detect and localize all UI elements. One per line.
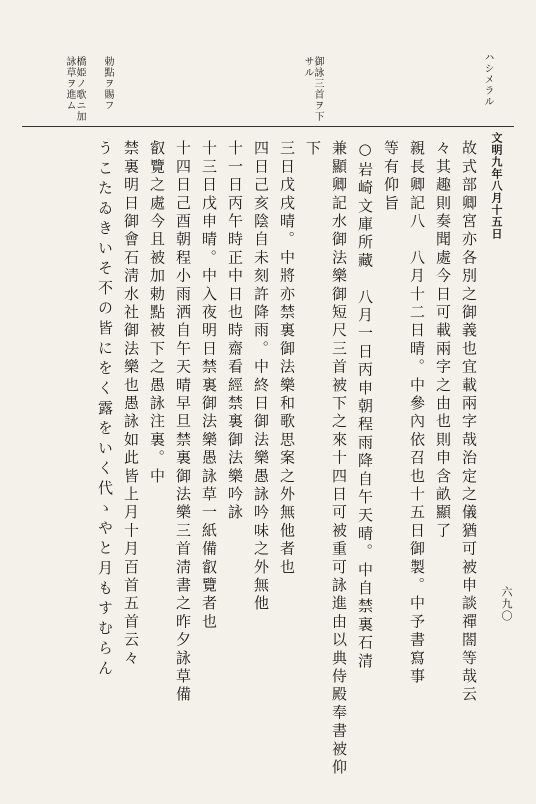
text-column: 叡覽之處今且被加勅點被下之愚詠注裏。中 xyxy=(148,140,166,486)
text-column: 十一日丙午時正中日也時齋看經禁裏御法樂吟詠 xyxy=(226,140,244,523)
text-column: 々其趣則奏聞處今日可載兩字之由也則申含畝顯了 xyxy=(434,140,452,541)
margin-note: 橋姫ノ歌ニ加詠草ヲ進ム xyxy=(64,56,85,122)
text-column: 兼顯卿記水御法樂御短尺三首被下之來十四日可被重可詠進由以典侍殿奉書被仰 xyxy=(330,140,348,777)
date-heading: 文明九年八月十五日 xyxy=(490,132,503,240)
text-column: うこたゐきいそ不の皆にをく露をいく代ゝやと月もすむらん xyxy=(96,140,114,680)
text-column: 三日戊戌晴。中將亦禁裏御法樂和歌思案之外無他者也 xyxy=(278,140,296,577)
text-column: 下 xyxy=(304,140,322,159)
margin-note: 御詠三首ヲ下サル xyxy=(302,56,323,122)
text-column: 禁裏明日御會石淸水社御法樂也愚詠如此皆上月十月百首五首云々 xyxy=(122,140,140,668)
text-column: 親長卿記八 八月十二日晴。中參內依召也十五日御製。中予書寫事 xyxy=(408,140,426,686)
text-column: 十三日戊申晴。中入夜明日禁裏御法樂愚詠草一紙備叡覽者也 xyxy=(200,140,218,632)
text-column: 故式部卿宮亦各別之御義也宜載兩字哉治定之儀猶可被申談禪閤等哉云 xyxy=(460,140,478,705)
header-rule xyxy=(22,126,514,127)
text-column: 四日己亥陰自未刻許降雨。中終日御法樂愚詠吟味之外無他 xyxy=(252,140,270,614)
text-column: 十四日己酉朝程小雨洒自午天晴早旦禁裏御法樂三首淸書之昨夕詠草備 xyxy=(174,140,192,705)
text-column: ○岩崎文庫所藏 八月一日丙申朝程雨降自午天晴。中自禁裏石清 xyxy=(356,140,374,671)
text-column: 等有仰旨 xyxy=(382,140,400,213)
page-number: 六九〇 xyxy=(500,586,513,622)
margin-note: ハシメラル xyxy=(482,52,493,107)
margin-note: 勅點ヲ賜フ xyxy=(102,56,113,111)
